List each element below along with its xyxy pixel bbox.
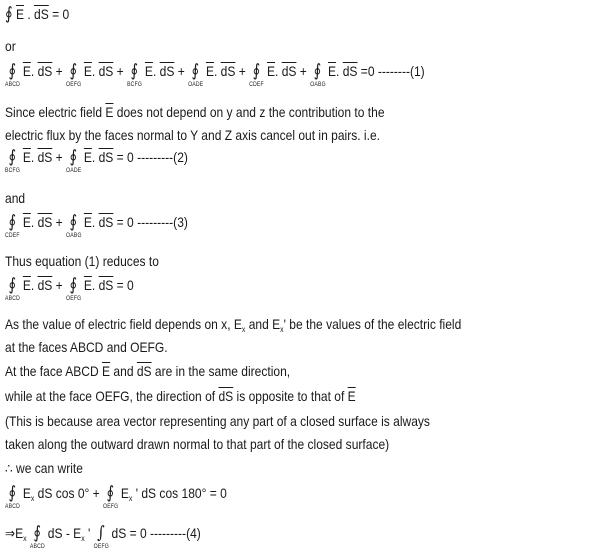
ds-vector: $\overline{dS}$ bbox=[342, 63, 358, 79]
plus-sign: + bbox=[52, 214, 67, 230]
equation-tail: ' dS cos 180° = 0 bbox=[132, 485, 227, 501]
integral-term bbox=[249, 61, 264, 88]
plus-sign: + bbox=[52, 149, 67, 165]
equation-1 bbox=[5, 61, 425, 88]
text-segment: is opposite to that of bbox=[233, 388, 348, 404]
e-vector: $\overline{E}$ bbox=[105, 104, 114, 120]
e-vector: $\overline{E}$ bbox=[15, 6, 25, 22]
dot-operator: . bbox=[336, 63, 343, 79]
equation-3 bbox=[5, 212, 188, 239]
e-vector: $\overline{E}$ bbox=[144, 63, 153, 79]
contour-integral-symbol: ∮ bbox=[69, 147, 78, 167]
text-and: and bbox=[5, 190, 26, 206]
therefore-symbol: ∴ bbox=[5, 460, 13, 476]
e-component: E bbox=[120, 485, 129, 501]
text-segment: Since electric field bbox=[5, 104, 106, 120]
contour-integral-symbol: ∮ bbox=[5, 4, 13, 24]
integral-term bbox=[66, 61, 82, 88]
integral-term bbox=[66, 147, 82, 174]
plus-sign: + bbox=[52, 63, 67, 79]
contour-integral-symbol: ∮ bbox=[8, 275, 17, 295]
text-segment: are in the same direction, bbox=[151, 363, 291, 379]
ds-vector: $\overline{dS}$ bbox=[218, 388, 234, 404]
equation-4 bbox=[5, 523, 201, 550]
text-segment: dS cos 0° + bbox=[34, 485, 104, 501]
integral-term bbox=[5, 212, 20, 239]
integral-term bbox=[127, 61, 143, 88]
paragraph-line bbox=[5, 316, 461, 334]
dot-operator: . bbox=[24, 6, 35, 22]
integral-term bbox=[5, 147, 21, 174]
surface-label: BCFG bbox=[5, 168, 21, 174]
paragraph-line bbox=[5, 363, 290, 379]
e-vector: $\overline{E}$ bbox=[83, 63, 92, 79]
paragraph-line: Thus equation (1) reduces to bbox=[5, 253, 159, 269]
contour-integral-symbol: ∮ bbox=[8, 61, 17, 81]
ds-vector: $\overline{dS}$ bbox=[136, 363, 152, 379]
ds-vector: $\overline{dS}$ bbox=[37, 63, 53, 79]
surface-label: OADE bbox=[188, 82, 204, 88]
contour-integral-symbol: ∮ bbox=[8, 483, 17, 503]
e-component: E bbox=[15, 525, 24, 541]
integral-term bbox=[310, 61, 326, 88]
e-vector: $\overline{E}$ bbox=[328, 63, 337, 79]
integral-term bbox=[93, 523, 109, 550]
e-component: E bbox=[22, 485, 31, 501]
e-vector: $\overline{E}$ bbox=[347, 388, 356, 404]
integral-symbol: ∫ bbox=[97, 523, 105, 543]
contour-integral-symbol: ∮ bbox=[33, 523, 41, 543]
equation-tail: = 0 bbox=[113, 277, 134, 293]
surface-label: CDEF bbox=[5, 233, 20, 239]
surface-label: ABCD bbox=[5, 82, 21, 88]
text-segment: does not depend on y and z the contribution to the bbox=[113, 104, 385, 120]
equals-zero: = 0 bbox=[48, 6, 70, 22]
surface-label: OABG bbox=[310, 82, 326, 88]
dot-operator: . bbox=[30, 277, 38, 293]
dot-operator: . bbox=[30, 214, 38, 230]
dot-operator: . bbox=[91, 149, 99, 165]
equation-tail: = 0 ---------(3) bbox=[113, 214, 188, 230]
equation-tail: dS = 0 ---------(4) bbox=[111, 525, 201, 541]
integral-term bbox=[5, 275, 21, 302]
dot-operator: . bbox=[213, 63, 221, 79]
subscript-x: x bbox=[30, 494, 35, 503]
ds-vector: $\overline{dS}$ bbox=[281, 63, 297, 79]
surface-label: ABCD bbox=[5, 296, 21, 302]
ds-vector: $\overline{dS}$ bbox=[159, 63, 175, 79]
surface-label: OABG bbox=[66, 233, 82, 239]
ds-vector: $\overline{dS}$ bbox=[34, 6, 49, 22]
integral-term bbox=[66, 275, 82, 302]
surface-label: ABCD bbox=[5, 504, 21, 510]
plus-sign: + bbox=[296, 63, 311, 79]
text-or: or bbox=[5, 38, 16, 54]
integral-term bbox=[5, 61, 21, 88]
e-vector: $\overline{E}$ bbox=[22, 277, 31, 293]
dot-operator: . bbox=[275, 63, 282, 79]
surface-label: OEFG bbox=[66, 296, 82, 302]
paragraph-line: taken along the outward drawn normal to that part of the closed surface) bbox=[5, 436, 390, 452]
text-segment: dS - E bbox=[47, 525, 82, 541]
surface-label: OEFG bbox=[66, 82, 82, 88]
e-vector: $\overline{E}$ bbox=[83, 214, 92, 230]
dot-operator: . bbox=[30, 149, 38, 165]
surface-label: ABCD bbox=[29, 544, 45, 550]
paragraph-line: (This is because area vector representing any part of a closed surface is always bbox=[5, 413, 430, 429]
equation-tail: = 0 ---------(2) bbox=[113, 149, 188, 165]
ds-vector: $\overline{dS}$ bbox=[37, 214, 53, 230]
subscript-x: x bbox=[23, 534, 27, 543]
integral-term bbox=[188, 61, 204, 88]
contour-integral-symbol: ∮ bbox=[191, 61, 200, 81]
e-vector: $\overline{E}$ bbox=[83, 277, 92, 293]
subscript-x: x bbox=[241, 325, 246, 334]
equation-tail: =0 --------(1) bbox=[357, 63, 425, 79]
contour-integral-symbol: ∮ bbox=[69, 275, 78, 295]
ds-vector: $\overline{dS}$ bbox=[98, 149, 114, 165]
paragraph-line: electric flux by the faces normal to Y and Z axis cancel out in pairs. i.e. bbox=[5, 127, 380, 143]
text-segment: ' bbox=[84, 525, 94, 541]
plus-sign: + bbox=[235, 63, 250, 79]
ds-vector: $\overline{dS}$ bbox=[98, 63, 114, 79]
contour-integral-symbol: ∮ bbox=[252, 61, 261, 81]
contour-integral-symbol: ∮ bbox=[69, 61, 78, 81]
e-vector: $\overline{E}$ bbox=[22, 149, 31, 165]
equation-expanded bbox=[5, 483, 227, 510]
equation-2 bbox=[5, 147, 188, 174]
surface-label: BCFG bbox=[127, 82, 143, 88]
surface-label: OEFG bbox=[103, 504, 119, 510]
integral-term bbox=[66, 212, 82, 239]
text-segment: while at the face OEFG, the direction of bbox=[5, 388, 219, 404]
surface-label: CDEF bbox=[249, 82, 264, 88]
surface-label: OADE bbox=[66, 168, 82, 174]
e-vector: $\overline{E}$ bbox=[22, 63, 31, 79]
e-vector: $\overline{E}$ bbox=[266, 63, 276, 79]
plus-sign: + bbox=[113, 63, 128, 79]
paragraph-line: at the faces ABCD and OEFG. bbox=[5, 339, 168, 355]
text-segment: At the face ABCD bbox=[5, 363, 103, 379]
ds-vector: $\overline{dS}$ bbox=[98, 277, 114, 293]
text-segment: and bbox=[110, 363, 137, 379]
e-vector: $\overline{E}$ bbox=[102, 363, 111, 379]
paragraph-line bbox=[5, 460, 83, 477]
text-segment: and E bbox=[245, 316, 281, 332]
contour-integral-symbol: ∮ bbox=[130, 61, 139, 81]
subscript-x: x bbox=[128, 494, 133, 503]
equation-gauss-law bbox=[5, 6, 69, 23]
integral-term bbox=[103, 483, 119, 510]
plus-sign: + bbox=[52, 277, 67, 293]
paragraph-line bbox=[5, 388, 356, 404]
contour-integral-symbol: ∮ bbox=[8, 212, 17, 232]
contour-integral-symbol: ∮ bbox=[8, 147, 17, 167]
integral-term bbox=[29, 523, 45, 550]
subscript-x: x bbox=[81, 534, 85, 543]
contour-integral-symbol: ∮ bbox=[69, 212, 78, 232]
e-vector: $\overline{E}$ bbox=[22, 214, 31, 230]
ds-vector: $\overline{dS}$ bbox=[37, 277, 53, 293]
ds-vector: $\overline{dS}$ bbox=[37, 149, 53, 165]
ds-vector: $\overline{dS}$ bbox=[220, 63, 236, 79]
e-vector: $\overline{E}$ bbox=[83, 149, 92, 165]
paragraph-line bbox=[5, 104, 385, 120]
text-segment: we can write bbox=[12, 460, 83, 476]
integral-term bbox=[5, 483, 21, 510]
subscript-x: x bbox=[280, 325, 284, 334]
contour-integral-symbol: ∮ bbox=[313, 61, 322, 81]
dot-operator: . bbox=[91, 63, 99, 79]
dot-operator: . bbox=[91, 214, 99, 230]
dot-operator: . bbox=[152, 63, 160, 79]
ds-vector: $\overline{dS}$ bbox=[98, 214, 114, 230]
e-vector: $\overline{E}$ bbox=[205, 63, 214, 79]
plus-sign: + bbox=[174, 63, 189, 79]
implies-symbol: ⇒ bbox=[5, 525, 16, 541]
dot-operator: . bbox=[91, 277, 99, 293]
contour-integral-symbol: ∮ bbox=[106, 483, 115, 503]
text-segment: As the value of electric field depends on x, E bbox=[5, 316, 242, 332]
equation-reduced bbox=[5, 275, 134, 302]
dot-operator: . bbox=[30, 63, 38, 79]
surface-label: OEFG bbox=[93, 544, 109, 550]
text-segment: ' be the values of the electric field bbox=[283, 316, 462, 332]
